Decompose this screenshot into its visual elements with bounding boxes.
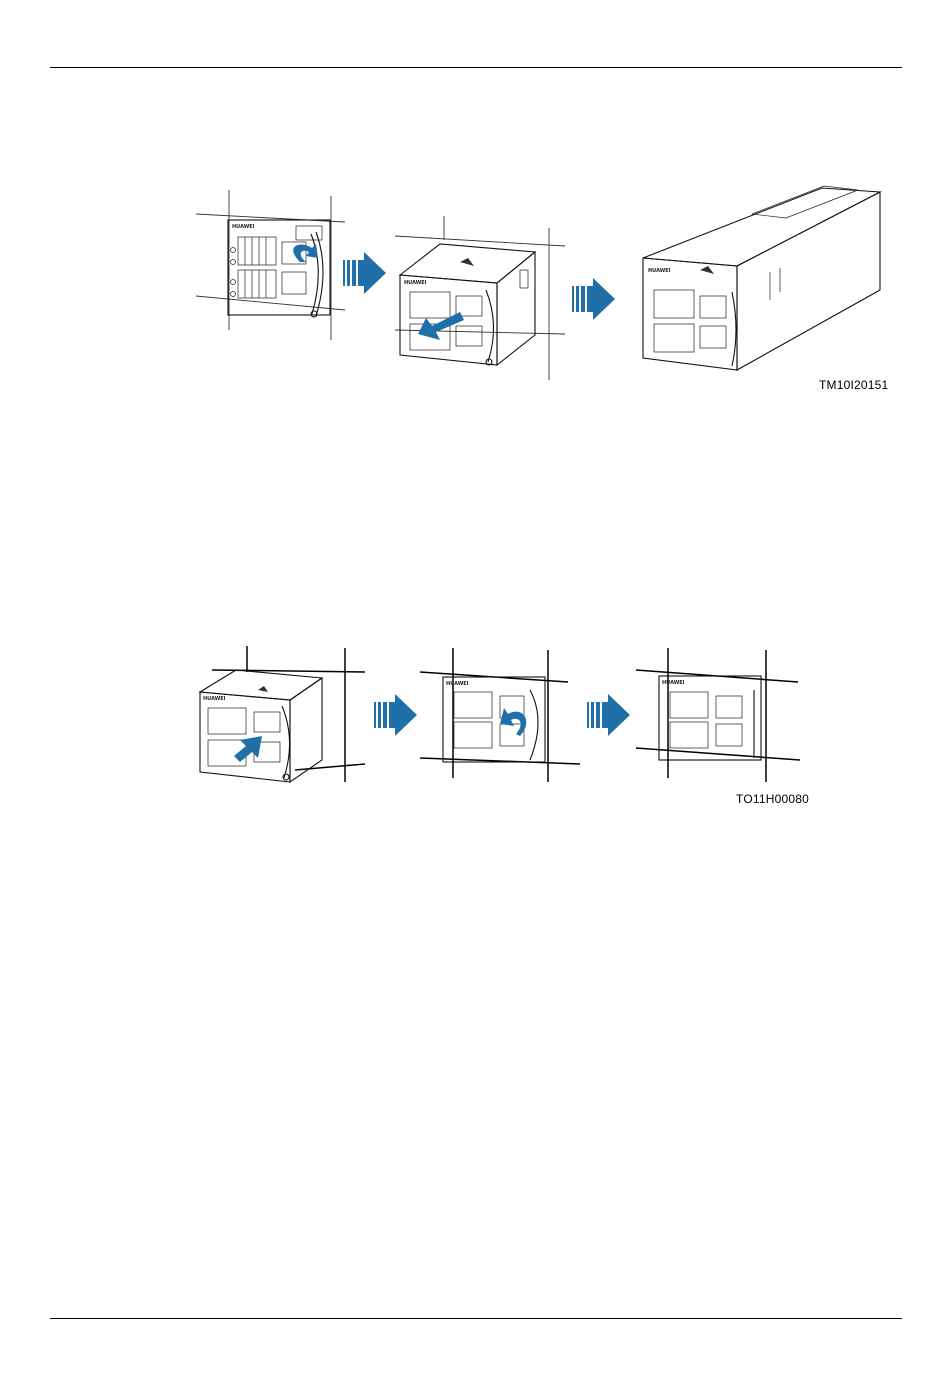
figure-insert-module [0, 640, 950, 810]
module-step2 [400, 244, 535, 365]
module-step3-removed [643, 186, 880, 370]
step-arrow-3 [374, 694, 417, 736]
brand-label-4: HUAWEI [203, 696, 226, 702]
brand-label-6: HUAWEI [662, 680, 685, 686]
brand-label: HUAWEI [232, 224, 255, 230]
step-arrow-1 [343, 252, 386, 294]
module-fig2-step1 [200, 670, 322, 782]
brand-label-2: HUAWEI [404, 280, 427, 286]
footer-rule [50, 1318, 902, 1319]
module-front-step1 [228, 220, 330, 317]
figure-code-2: TO11H00080 [736, 792, 809, 806]
step-arrow-4 [587, 694, 630, 736]
module-fig2-step2 [443, 677, 545, 762]
brand-label-3: HUAWEI [648, 268, 671, 274]
brand-label-5: HUAWEI [446, 681, 469, 687]
step-arrow-2 [572, 278, 615, 320]
wall-lines-step2 [395, 216, 565, 380]
wall-lines-fig2-step3 [636, 648, 800, 782]
figure-remove-module [0, 180, 950, 400]
header-rule [50, 67, 902, 68]
figure-code-1: TM10I20151 [819, 378, 889, 392]
module-fig2-step3 [659, 676, 761, 760]
